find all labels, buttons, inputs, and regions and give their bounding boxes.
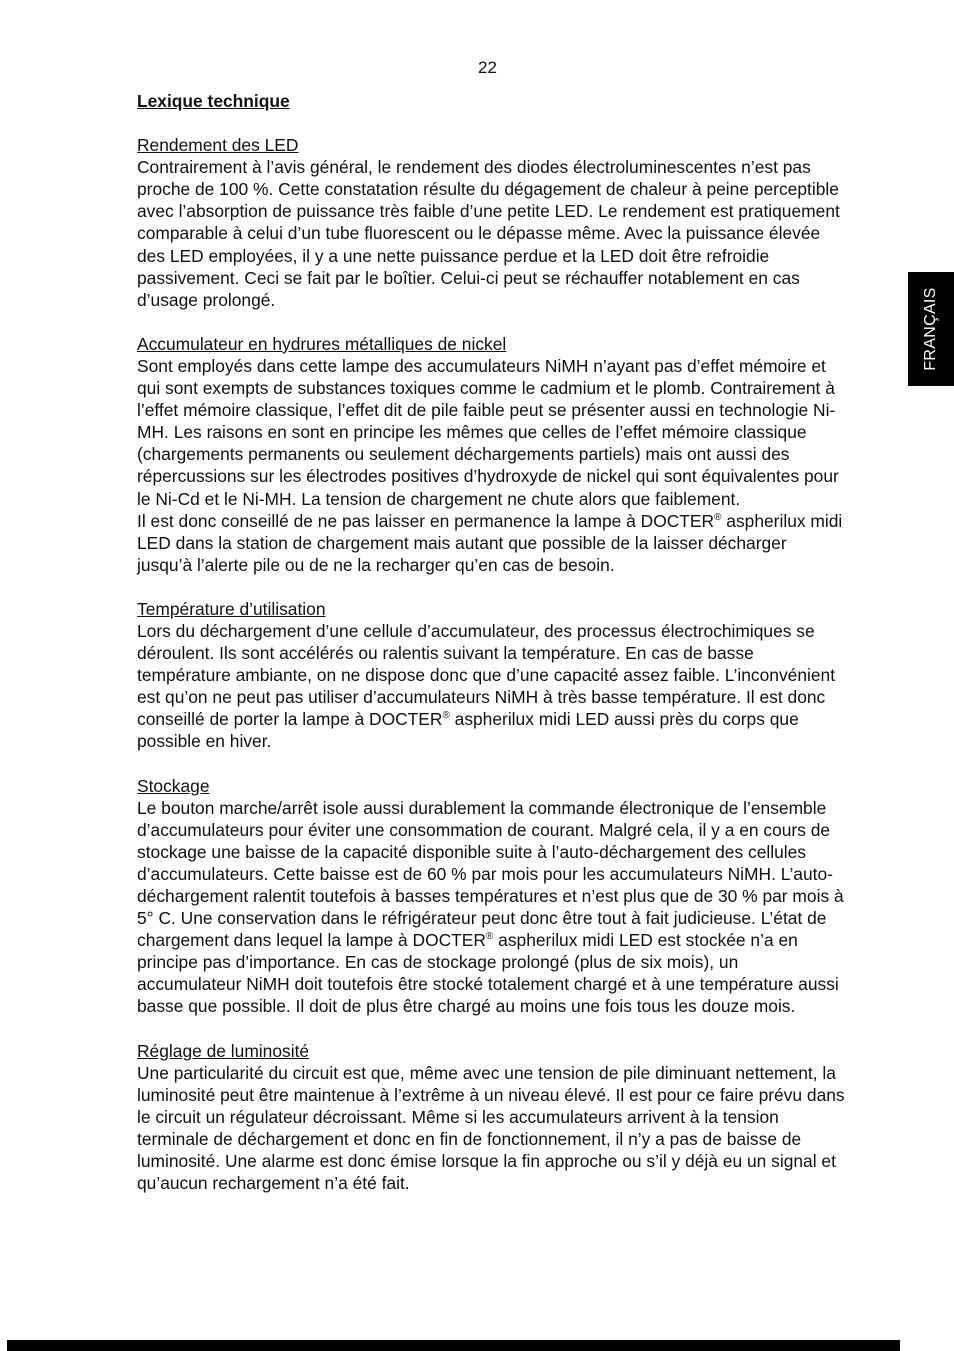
section-title: Rendement des LED [137,135,299,156]
paragraph [137,156,845,311]
section-body [137,620,845,753]
paragraph [137,620,845,753]
section-title: Réglage de luminosité [137,1040,310,1061]
page-number: 22 [478,58,497,77]
paragraph-text: Lors du déchargement d’une cellule d’accumulateur, des processus électrochimiques se déroulent. Ils sont accélérés ou ralentis suivant la température. En cas de basse température ambiante, on ne dispose donc que d’une capacité assez faible. L’inconvénient est qu’on ne peut pas utiliser d’accumulateurs NiMH à très basse température. Il est donc conseillé de porter la lampe à DOCTER [137,620,836,730]
section [137,775,845,1018]
section [137,1040,845,1195]
paragraph-text: Sont employés dans cette lampe des accumulateurs NiMH n’ayant pas d’effet mémoire et qui sont exempts de substances toxiques comme le cadmium et le plomb. Contrairement à l’effet mémoire classique, l’effet dit de pile faible peut se présenter aussi en technologie Ni-MH. Les raisons en sont en principe les mêmes que celles de l’effet mémoire classique (chargements permanents ou seulement déchargements partiels) mais ont aussi des répercussions sur les électrodes positives d’hydroxyde de nickel qui sont équivalentes pour le Ni-Cd et le Ni-MH. La tension de chargement ne chute alors que faiblement. [137,355,839,509]
paragraph [137,797,845,1018]
paragraph-text: aspherilux midi LED aussi près du corps que possible en hiver. [137,709,799,752]
section [137,598,845,753]
paragraph [137,510,845,576]
section-title: Température d’utilisation [137,598,326,619]
section-body [137,156,845,311]
paragraph-text: aspherilux midi LED est stockée n’a en principe pas d’importance. En cas de stockage prolongé (plus de six mois), un accumulateur NiMH doit toutefois être stocké totalement chargé et à une température aussi basse que possible. Il doit de plus être chargé au moins une fois tous les douze mois. [137,930,839,1017]
registered-mark: ® [714,511,722,523]
paragraph-text: Une particularité du circuit est que, même avec une tension de pile diminuant nettement, la luminosité peut être maintenue à l’extrême à un niveau élevé. Il est pour ce faire prévu dans le circuit un régulateur décroissant. Même si les accumulateurs arrivent à la tension terminale de déchargement et donc en fin de fonctionnement, il n’y a pas de baisse de luminosité. Une alarme est donc émise lorsque la fin approche ou s’il y déjà eu un signal et qu’aucun rechargement n’a été fait. [137,1062,845,1194]
section [137,134,845,311]
section-body [137,1062,845,1195]
page-title: Lexique technique [137,91,290,111]
paragraph-text: Contrairement à l’avis général, le rendement des diodes électroluminescentes n’est pas proche de 100 %. Cette constatation résulte du dégagement de chaleur à peine perceptible avec l’absorption de puissance très faible d’une petite LED. Le rendement est pratiquement comparable à celui d’un tube fluorescent ou le dépasse même. Avec la puissance élevée des LED employées, il y a une nette puissance perdue et la LED doit être refroidie passivement. Ceci se fait par le boîtier. Celui-ci peut se réchauffer notablement en cas d’usage prolongé. [137,157,840,310]
section-title: Accumulateur en hydrures métalliques de nickel [137,333,507,354]
section-body [137,355,845,576]
registered-mark: ® [442,710,450,722]
paragraph [137,355,845,510]
language-tab-label: FRANÇAIS [922,287,939,371]
section [137,333,845,576]
section-body [137,797,845,1018]
footer-bar [7,1340,900,1351]
paragraph [137,1062,845,1195]
section-title: Stockage [137,775,210,796]
language-tab [908,272,954,386]
paragraph-text: Le bouton marche/arrêt isole aussi durablement la commande électronique de l’ensemble d’accumulateurs pour éviter une consommation de courant. Malgré cela, il y a en cours de stockage une baisse de la capacité disponible suite à l’auto-déchargement des cellules d’accumulateurs. Cette baisse est de 60 % par mois pour les accumulateurs NiMH. L’auto-déchargement ralentit toutefois à basses températures et n’est plus que de 30 % par mois à 5° C. Une conservation dans le réfrigérateur peut donc être tout à fait judicieuse. L’état de chargement dans lequel la lampe à DOCTER [137,797,844,951]
paragraph-text: Il est donc conseillé de ne pas laisser en permanence la lampe à DOCTER [137,510,715,531]
registered-mark: ® [485,931,494,943]
paragraph-text: aspherilux midi LED dans la station de chargement mais autant que possible de la laisser décharger jusqu’à l’alerte pile ou de ne la recharger qu’en cas de besoin. [137,510,843,575]
document-content [137,90,845,1216]
